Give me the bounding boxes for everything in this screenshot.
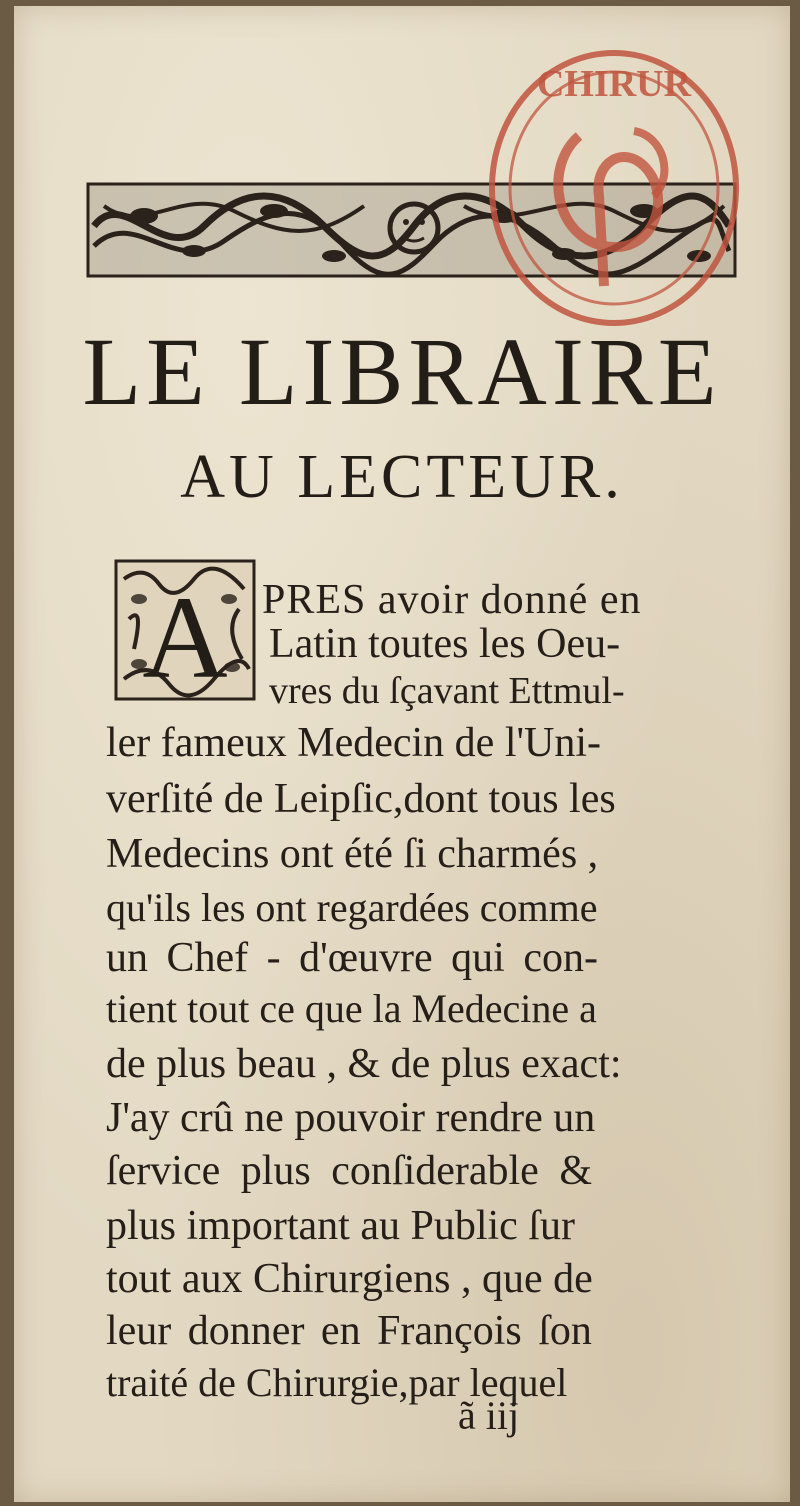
text-line: ler fameux Medecin de l'Uni- [106,720,602,766]
page-title: LE LIBRAIRE [82,318,722,425]
library-stamp-seal [484,46,744,336]
text-line: Medecins ont été ſi charmés , [106,831,599,877]
text-line: leur donner en François ſon [106,1308,592,1354]
text-line: tout aux Chirurgiens , que de [106,1256,593,1302]
text-line: de plus beau , & de plus exact: [106,1041,622,1087]
dropcap-letter: A [142,572,228,701]
text-line: traité de Chirurgie,par lequel [106,1360,568,1405]
decorative-dropcap [114,559,256,701]
text-line: vres du ſçavant Ettmul- [269,670,625,712]
stamp-text: CHIRUR [536,63,692,105]
text-line: PRES avoir donné en [262,577,642,623]
text-line: J'ay crû ne pouvoir rendre un [106,1095,596,1141]
text-line: verſité de Leipſic,dont tous les [106,776,616,822]
page-subtitle: AU LECTEUR. [180,443,624,511]
page-signature: ã iij [458,1393,520,1438]
book-page [14,6,790,1502]
text-line: plus important au Public ſur [106,1203,575,1249]
text-line: Latin toutes les Oeu- [269,621,621,667]
text-line: tient tout ce que la Medecine a [106,986,597,1031]
text-line: un Chef - d'œuvre qui con- [106,935,598,981]
text-line: qu'ils les ont regardées comme [106,885,598,930]
text-line: ſervice plus conſiderable & [106,1148,592,1194]
